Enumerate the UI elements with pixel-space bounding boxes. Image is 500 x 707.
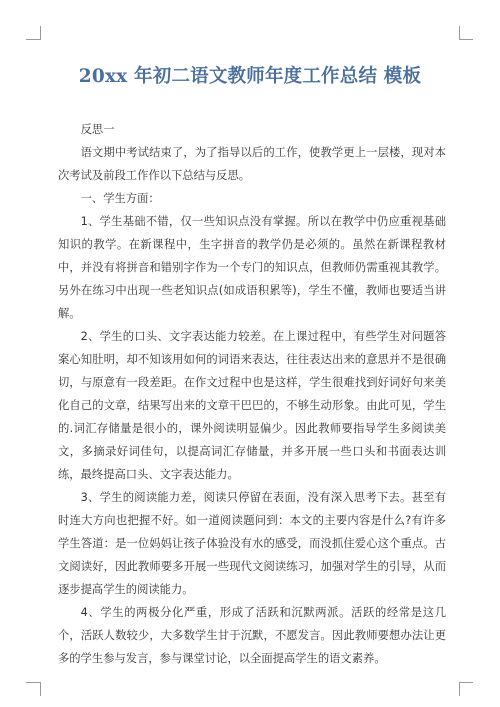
document-body xyxy=(58,118,446,670)
paragraph-point-4: 4、学生的两极分化严重，形成了活跃和沉默两派。活跃的经常是这几个，活跃人数较少，大多数学生甘于沉默，不愿发言。因此教师要想办法让更多的学生参与发言，参与课堂讨论，以全面提高学生的语文素养。 xyxy=(58,606,446,665)
crop-mark-top-right-v xyxy=(459,26,460,40)
paragraph-point-3: 3、学生的阅读能力差，阅读只停留在表面，没有深入思考下去。甚至有时连大方向也把握不好。如一道阅读题问到：本文的主要内容是什么?有许多学生答道：是一位妈妈让孩子体验没有水的感受，而没抓住爱心这个重点。古文阅读好，因此教师要多开展一些现代文阅读练习，加强对学生的引导，从而逐步提高学生的阅读能力。 xyxy=(58,491,446,596)
section-heading: 一、学生方面： xyxy=(80,192,160,205)
crop-mark-top-right-h xyxy=(459,39,473,40)
crop-mark-top-left-h xyxy=(26,39,40,40)
paragraph-intro: 语文期中考试结束了，为了指导以后的工作，使教学更上一层楼，现对本次考试及前段工作作以下总结与反思。 xyxy=(58,146,446,182)
document-title: 20xx 年初二语文教师年度工作总结 模板 xyxy=(78,66,422,87)
paragraph-point-2: 2、学生的口头、文字表达能力较差。在上课过程中，有些学生对问题答案心知肚明，却不知该用如何的词语来表达，往往表达出来的意思并不是很确切，与原意有一段差距。在作文过程中也是这样，学生很难找到好词好句来美化自己的文章，结果写出来的文章干巴巴的，不够生动形象。由此可见，学生的.词汇存储量是很小的，课外阅读明显偏少。因此教师要指导学生多阅读美文，多摘录好词佳句，以提高词汇存储量，并多开展一些口头和书面表达训练，最终提高口头、文字表达能力。 xyxy=(58,330,446,481)
crop-mark-bottom-left-v xyxy=(40,682,41,696)
crop-mark-bottom-right-v xyxy=(459,682,460,696)
crop-mark-bottom-left-h xyxy=(26,682,40,683)
paragraph-heading: 反思一 xyxy=(80,123,115,136)
paragraph-point-1: 1、学生基础不错，仅一些知识点没有掌握。所以在教学中仍应重视基础知识的教学。在新课程中，生字拼音的教学仍是必须的。虽然在新课程教材中，并没有将拼音和错别字作为一个专门的知识点，但教师仍需重视其教学。另外在练习中出现一些老知识点(如成语积累等)，学生不懂，教师也要适当讲解。 xyxy=(58,215,446,320)
crop-mark-top-left-v xyxy=(40,26,41,40)
crop-mark-bottom-right-h xyxy=(459,682,473,683)
